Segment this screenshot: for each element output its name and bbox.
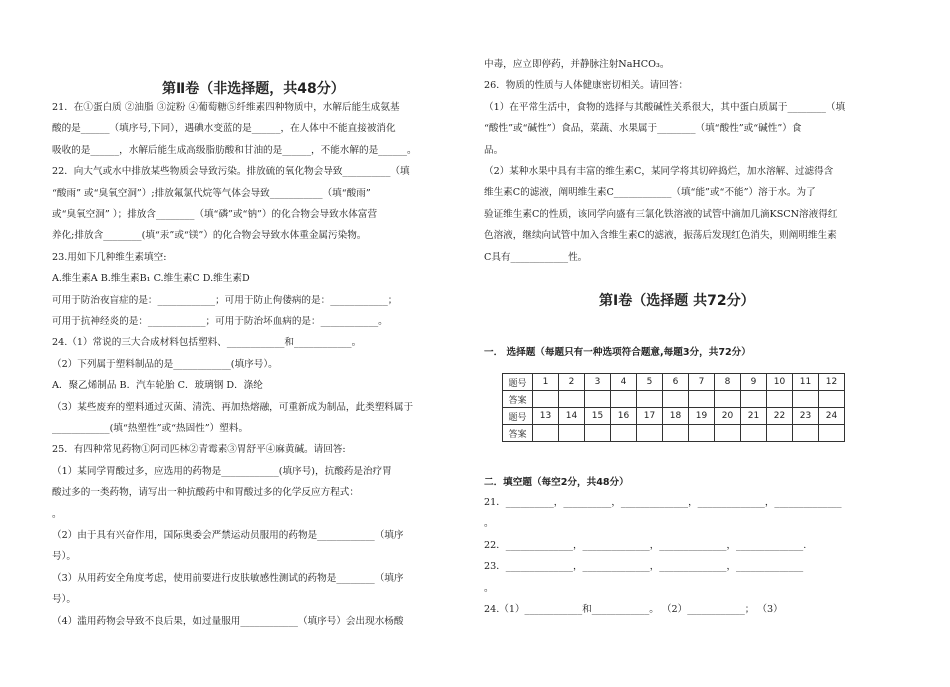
question-line: （1）某同学胃酸过多，应选用的药物是____________(填序号)，抗酸药是治疗胃 [52,465,392,477]
answer-cell[interactable] [637,391,663,408]
question-line: 酸过多的一类药物，请写出一种抗酸药中和胃酸过多的化学反应方程式： [52,487,359,499]
answer-cell[interactable] [715,425,741,442]
row-label: 题号 [503,408,533,425]
question-number: 8 [715,374,741,391]
question-number: 14 [559,408,585,425]
question-number: 23 [793,408,819,425]
answer-line: 21．__________，__________，______________，______________，______________ [484,497,842,508]
question-number: 22 [767,408,793,425]
choice-section-heading: 一． 选择题（每题只有一种选项符合题意,每题3分，共72分） [484,347,751,358]
question-number: 21 [741,408,767,425]
question-line: 26．物质的性质与人体健康密切相关。请回答： [484,80,689,92]
question-line: 可用于防治夜盲症的是：____________；可用于防止佝偻病的是：____________； [52,294,398,306]
question-number: 2 [559,374,585,391]
question-line: 21．在①蛋白质 ②油脂 ③淀粉 ④葡萄糖⑤纤维素四种物质中，水解后能生成氨基 [52,102,400,113]
question-line: 22．向大气或水中排放某些物质会导致污染。排放硫的氧化物会导致__________（填 [52,166,410,178]
question-number: 1 [533,374,559,391]
question-number: 20 [715,408,741,425]
answer-cell[interactable] [663,391,689,408]
question-number: 9 [741,374,767,391]
question-number: 7 [689,374,715,391]
answer-line: 24.（1）____________和____________。 （2）____________； （3） [484,604,783,615]
question-line: 号）。 [52,551,76,563]
answer-grid [502,373,845,442]
question-number: 19 [689,408,715,425]
table-row [503,425,845,442]
question-number: 5 [637,374,663,391]
answer-cell[interactable] [611,425,637,442]
question-line: 色溶液，继续向试管中加入含维生素C的滤液，振荡后发现红色消失，则阐明维生素 [484,230,837,242]
question-line: 可用于抗神经炎的是：____________；可用于防治坏血病的是：____________。 [52,316,388,327]
row-label: 答案 [503,425,533,442]
answer-cell[interactable] [767,391,793,408]
answer-cell[interactable] [741,391,767,408]
question-line: （3）从用药安全角度考虑，使用前要进行皮肤敏感性测试的药物是________（填序 [52,572,404,584]
question-number: 13 [533,408,559,425]
question-line: （4）滥用药物会导致不良后果，如过量服用____________（填序号）会出现水杨酸 [52,615,404,627]
question-line: 号）。 [52,594,76,606]
question-line: 25．有四种常见药物①阿司匹林②青霉素③胃舒平④麻黄碱。请回答: [52,444,346,456]
question-line: 维生素C的滤液，阐明维生素C____________（填“能”或“不能”）溶于水。为了 [484,187,816,199]
section-ii-title: 第Ⅱ卷（非选择题，共48分） [162,81,345,97]
answer-cell[interactable] [793,425,819,442]
question-line: 吸收的是______，水解后能生成高级脂肪酸和甘油的是______，不能水解的是______。 [52,144,417,156]
question-line: “酸性”或“碱性”）食品，菜蔬、水果属于________（填“酸性”或“碱性”）食 [484,123,802,135]
question-number: 12 [819,374,845,391]
question-line: 养化;排放含________(填“汞”或“镁”）的化合物会导致水体重金属污染物。 [52,230,367,242]
answer-cell[interactable] [611,391,637,408]
question-line: （2）下列属于塑料制品的是____________(填序号）。 [52,358,278,370]
answer-cell[interactable] [585,425,611,442]
question-line: 或“臭氧空洞” ）；排放含________（填“磷”或“钠”）的化合物会导致水体富营 [52,209,378,220]
question-line: C具有____________性。 [484,251,588,263]
row-label: 题号 [503,374,533,391]
section-i-title: 第Ⅰ卷（选择题 共72分） [599,293,755,309]
question-number: 24 [819,408,845,425]
question-number: 10 [767,374,793,391]
question-line: （2）由于具有兴奋作用，国际奥委会严禁运动员服用的药物是____________（填序 [52,530,404,541]
answer-cell[interactable] [663,425,689,442]
question-line: 24.（1）常说的三大合成材料包括塑料、____________和____________。 [52,337,362,349]
answer-cell[interactable] [585,391,611,408]
table-row [503,374,845,391]
answer-cell[interactable] [793,391,819,408]
question-line: A.维生素A B.维生素B₁ C.维生素C D.维生素D [52,273,250,285]
question-number: 3 [585,374,611,391]
row-label: 答案 [503,391,533,408]
answer-line: 22．______________，______________，______________，______________. [484,539,807,551]
answer-cell[interactable] [533,391,559,408]
table-row [503,408,845,425]
answer-cell[interactable] [819,425,845,442]
question-line: 中毒，应立即停药，并静脉注射NaHCO₃。 [484,59,670,70]
answer-line: 。 [484,518,494,530]
answer-cell[interactable] [637,425,663,442]
answer-cell[interactable] [559,391,585,408]
question-number: 4 [611,374,637,391]
answer-cell[interactable] [533,425,559,442]
question-line: 品。 [484,144,504,156]
answer-line: 。 [484,582,494,594]
question-line: （1）在平常生活中，食物的选择与其酸碱性关系很大，其中蛋白质属于________（填 [484,101,846,113]
question-line: （3）某些废弃的塑料通过灭菌、清洗、再加热熔融，可重新成为制品，此类塑料属于 [52,401,414,413]
answer-cell[interactable] [819,391,845,408]
question-line: A．聚乙烯制品 B．汽车轮胎 C．玻璃钢 D．涤纶 [52,380,263,392]
answer-cell[interactable] [767,425,793,442]
question-line: “酸雨” 或“臭氧空洞”）;排放氟氯代烷等气体会导致___________（填“酸雨” [52,187,371,199]
question-number: 15 [585,408,611,425]
question-line: （2）某种水果中具有丰富的维生素C，某同学将其切碎捣烂，加水溶解、过滤得含 [484,166,834,177]
question-number: 17 [637,408,663,425]
table-row [503,391,845,408]
question-number: 18 [663,408,689,425]
answer-cell[interactable] [559,425,585,442]
question-number: 6 [663,374,689,391]
answer-cell[interactable] [741,425,767,442]
question-line: ____________(填“热塑性”或“热固性”）塑料。 [52,423,249,434]
question-line: 酸的是______（填序号,下同），遇碘水变蓝的是______，在人体中不能直接被消化 [52,123,396,135]
answer-cell[interactable] [689,425,715,442]
question-line: 23.用如下几种维生素填空: [52,251,167,263]
answer-cell[interactable] [689,391,715,408]
fill-section-heading: 二．填空题（每空2分，共48分） [484,477,629,488]
question-number: 11 [793,374,819,391]
answer-line: 23．______________，______________，______________，______________ [484,561,804,573]
question-line: 验证维生素C的性质，该同学向盛有三氯化铁溶液的试管中滴加几滴KSCN溶液得红 [484,208,838,220]
question-number: 16 [611,408,637,425]
answer-cell[interactable] [715,391,741,408]
question-line: 。 [52,508,62,520]
